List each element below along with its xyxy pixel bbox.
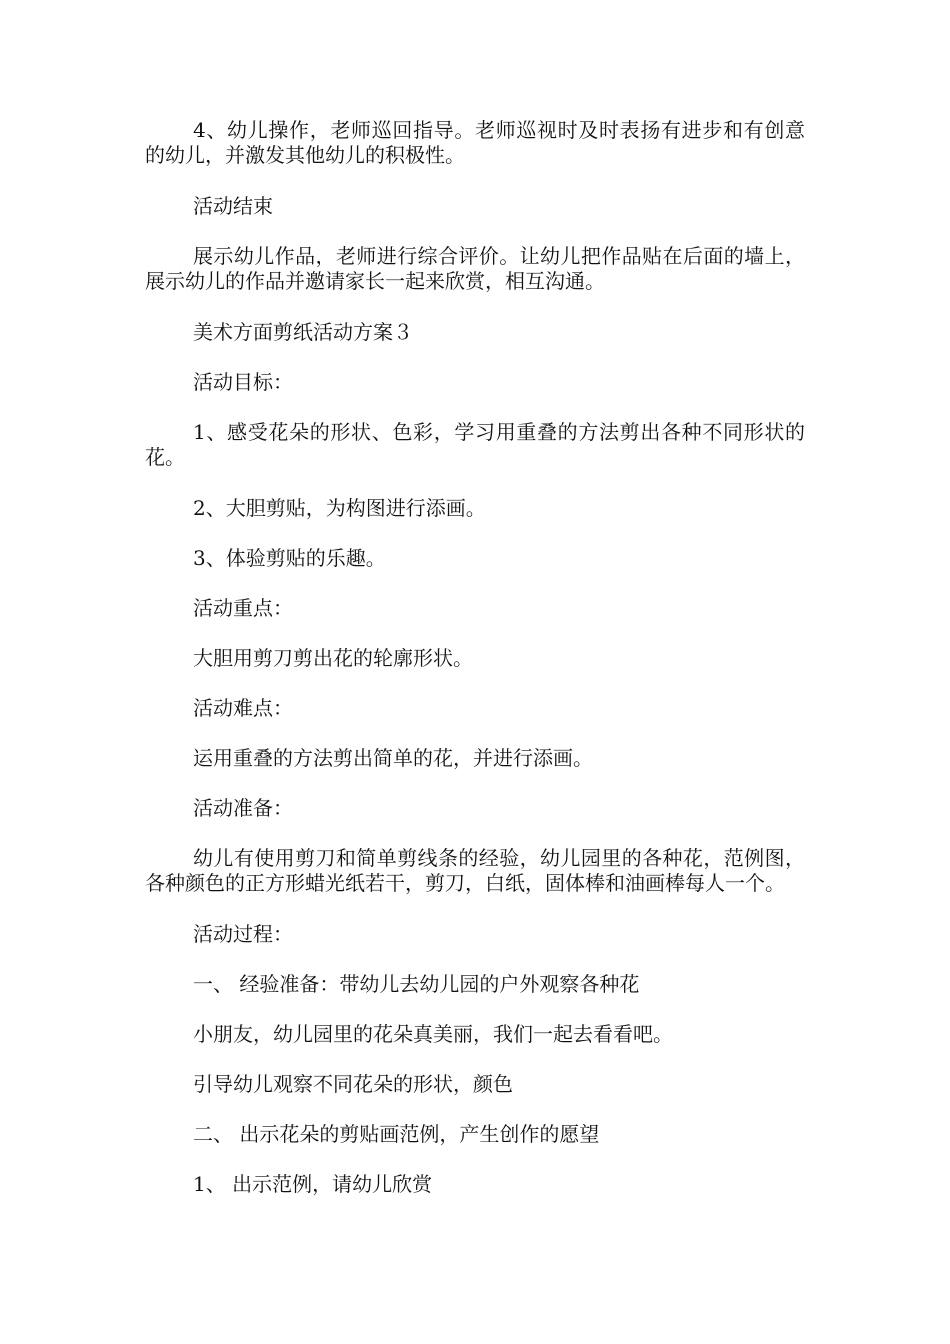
paragraph-show-works: 展示幼儿作品，老师进行综合评价。让幼儿把作品贴在后面的墙上，展示幼儿的作品并邀请家长一起来欣赏，相互沟通。 — [145, 244, 805, 293]
process-step-1: 一、 经验准备：带幼儿去幼儿园的户外观察各种花 — [193, 972, 640, 996]
paragraph-step-4: 4、幼儿操作，老师巡回指导。老师巡视时及时表扬有进步和有创意的幼儿，并激发其他幼儿的积极性。 — [145, 118, 805, 167]
process-substep-1: 1、 出示范例，请幼儿欣赏 — [193, 1172, 433, 1196]
goal-item-3: 3、体验剪贴的乐趣。 — [193, 546, 386, 570]
process-step-2: 二、 出示花朵的剪贴画范例，产生创作的愿望 — [193, 1122, 600, 1146]
heading-activity-focus: 活动重点： — [193, 596, 293, 620]
paragraph-observe: 引导幼儿观察不同花朵的形状，颜色 — [193, 1072, 513, 1096]
heading-activity-preparation: 活动准备： — [193, 796, 293, 820]
goal-item-1: 1、感受花朵的形状、色彩，学习用重叠的方法剪出各种不同形状的花。 — [145, 420, 805, 469]
paragraph-difficulty: 运用重叠的方法剪出简单的花，并进行添画。 — [193, 746, 593, 770]
section-title-plan-3: 美术方面剪纸活动方案３ — [193, 320, 413, 344]
paragraph-focus: 大胆用剪刀剪出花的轮廓形状。 — [193, 646, 473, 670]
document-body — [145, 118, 805, 1222]
heading-activity-goals: 活动目标： — [193, 370, 293, 394]
heading-activity-difficulty: 活动难点： — [193, 696, 293, 720]
paragraph-invite: 小朋友，幼儿园里的花朵真美丽，我们一起去看看吧。 — [193, 1022, 673, 1046]
paragraph-preparation: 幼儿有使用剪刀和简单剪线条的经验，幼儿园里的各种花，范例图，各种颜色的正方形蜡光纸若干，剪刀，白纸，固体棒和油画棒每人一个。 — [145, 846, 805, 895]
heading-activity-process: 活动过程： — [193, 922, 293, 946]
heading-activity-end: 活动结束 — [193, 194, 273, 218]
goal-item-2: 2、大胆剪贴，为构图进行添画。 — [193, 496, 486, 520]
